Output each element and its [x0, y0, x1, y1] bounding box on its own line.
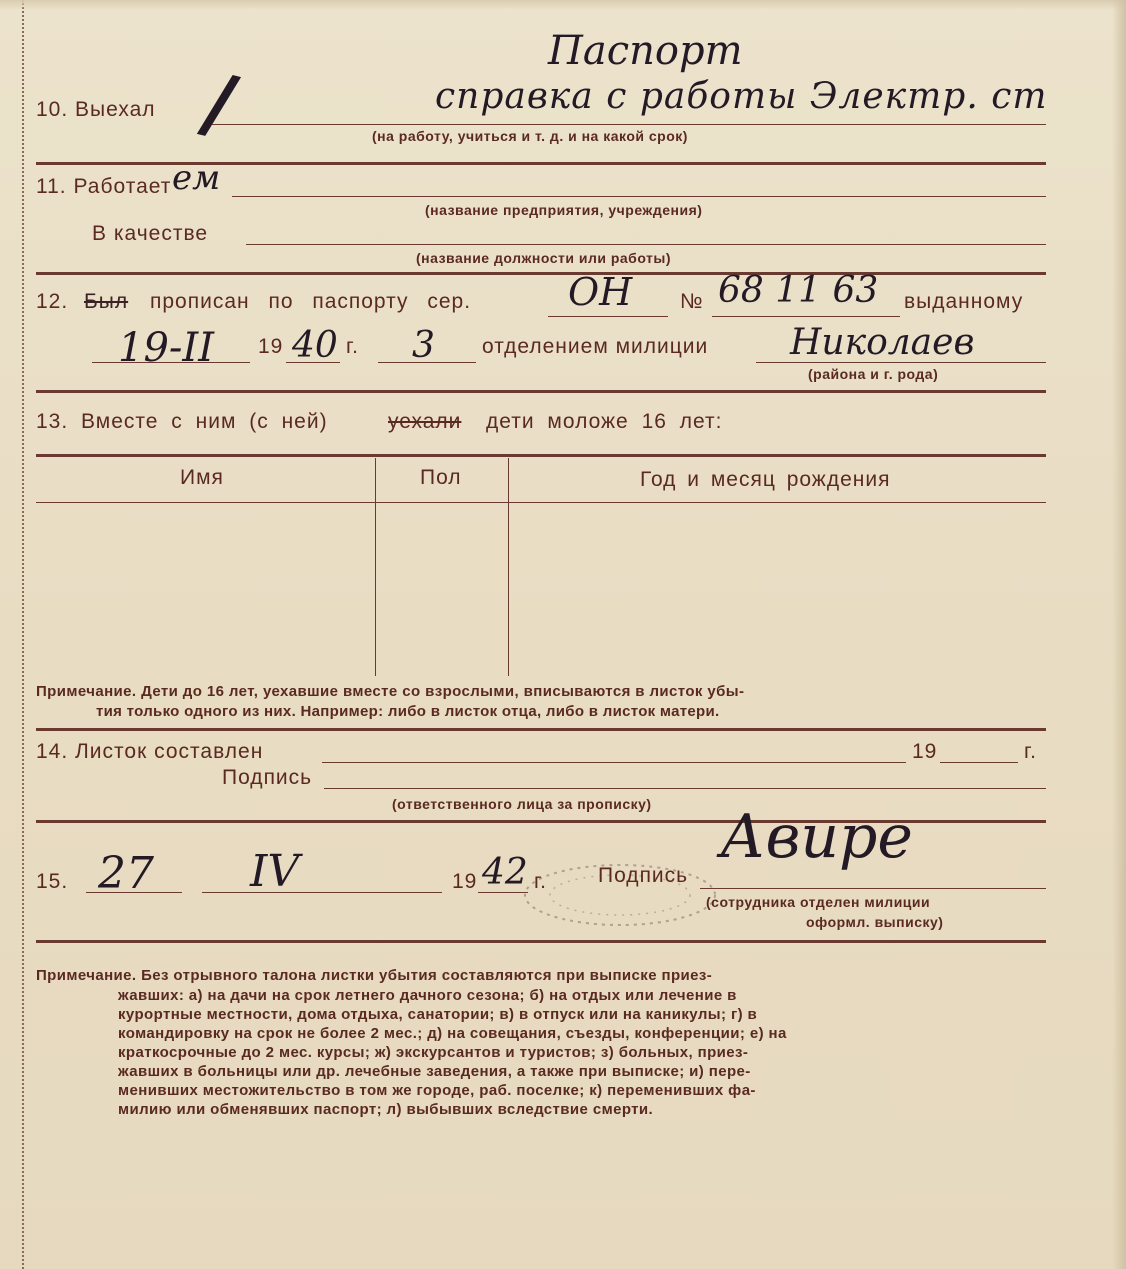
handwritten-issue-day: 19-II	[118, 325, 215, 371]
field-15-caption-1: (сотрудника отделен милиции	[706, 894, 931, 910]
field-10-label: 10. Выехал	[36, 98, 156, 121]
field-15-year-prefix: 19	[452, 870, 478, 893]
paper-edge-right	[1112, 0, 1126, 1269]
handwritten-city: Николаев	[790, 322, 975, 363]
field-12-office-text: отделением милиции	[482, 335, 709, 358]
handwritten-dash-10: /	[194, 53, 246, 153]
note-2-head: Примечание.	[36, 967, 137, 984]
field-12-issued: выданному	[904, 290, 1024, 313]
handwritten-departure-reason: справка с работы Электр. ст	[435, 76, 1048, 117]
field-12-no: №	[680, 290, 704, 313]
field-15-signature-label: Подпись	[598, 864, 689, 887]
field-11-label: 11. Работает	[36, 175, 172, 198]
field-15-label: 15.	[36, 870, 69, 893]
field-13-label-end: дети моложе 16 лет:	[486, 410, 723, 433]
field-15-g: г.	[534, 870, 547, 893]
field-12-office-line	[378, 362, 476, 363]
field-12-caption: (района и г. рода)	[808, 366, 939, 382]
field-13-crossed: уехали	[388, 410, 462, 433]
handwritten-month: IV	[250, 846, 300, 897]
field-11-role-label: В качестве	[92, 222, 209, 245]
field-12-city-line	[756, 362, 1046, 363]
handwritten-office-number: 3	[412, 325, 435, 366]
divider-12	[36, 390, 1046, 393]
note-1-text-2: тия только одного из них. Например: либо в листок отца, либо в листок матери.	[96, 703, 720, 720]
field-12-num: 12.	[36, 290, 69, 313]
handwritten-issue-year: 40	[292, 325, 338, 366]
field-15-signature-line	[700, 888, 1046, 889]
handwritten-officer-signature: Авире	[720, 802, 913, 872]
handwritten-day: 27	[98, 848, 154, 899]
children-table-header-line	[36, 502, 1046, 503]
field-11-role-line	[246, 244, 1046, 245]
field-12-g: г.	[346, 335, 359, 358]
field-10-caption: (на работу, учиться и т. д. и на какой срок)	[372, 128, 688, 144]
field-14-label: 14. Листок составлен	[36, 740, 264, 763]
children-table-header-birth: Год и месяц рождения	[640, 468, 891, 491]
note-1	[36, 682, 1046, 701]
note-1-text: Дети до 16 лет, уехавшие вместе со взрослыми, вписываются в листок убы-	[141, 683, 745, 700]
field-12-year-prefix: 19	[258, 335, 284, 358]
field-12-text: прописан по паспорту сер.	[150, 290, 472, 313]
children-table-col-2	[508, 458, 509, 676]
divider-13	[36, 728, 1046, 731]
field-11-caption-org: (название предприятия, учреждения)	[425, 202, 703, 218]
children-table-top	[36, 454, 1046, 457]
field-14-year: 19	[912, 740, 938, 763]
note-2-line: милию или обменявших паспорт; л) выбывших вследствие смерти.	[118, 1101, 654, 1118]
children-table-header-sex: Пол	[420, 466, 462, 489]
handwritten-passport-number: 68 11 63	[718, 270, 879, 311]
perforation-edge	[0, 0, 24, 1269]
field-11-line	[232, 196, 1046, 197]
handwritten-year: 42	[482, 852, 528, 893]
children-table-col-1	[375, 458, 376, 676]
field-14-date-line	[322, 762, 906, 763]
field-14-caption: (ответственного лица за прописку)	[392, 796, 652, 812]
note-2-line: курортные местности, дома отдыха, санатории; в) в отпуск или на каникулы; г) в	[118, 1006, 758, 1023]
field-14-g: г.	[1024, 740, 1037, 763]
field-15-month-line	[202, 892, 442, 893]
field-13-label: 13. Вместе с ним (с ней)	[36, 410, 328, 433]
handwritten-passport: Паспорт	[548, 28, 743, 74]
divider-11	[36, 272, 1046, 275]
handwritten-passport-series: ОН	[568, 270, 633, 314]
note-2-line: жавших: а) на дачи на срок летнего дачного сезона; б) на отдых или лечение в	[118, 987, 737, 1004]
children-table-header-name: Имя	[180, 466, 224, 489]
field-14-signature-label: Подпись	[222, 766, 313, 789]
note-2-line: жавших в больницы или др. лечебные заведения, а также при выписке; и) пере-	[118, 1063, 751, 1080]
note-2-body	[118, 986, 1048, 1119]
field-14-year-line	[940, 762, 1018, 763]
note-2-line: менивших местожительство в том же городе, раб. поселке; к) переменивших фа-	[118, 1082, 756, 1099]
field-12-series-line	[548, 316, 668, 317]
field-11-caption-role: (название должности или работы)	[416, 250, 672, 266]
field-15-caption-2: оформл. выписку)	[806, 914, 944, 930]
field-12-number-line	[712, 316, 900, 317]
field-15-day-line	[86, 892, 182, 893]
note-2-line: командировку на срок не более 2 мес.; д) на совещания, съезды, конференции; е) на	[118, 1025, 787, 1042]
handwritten-work: ем	[172, 158, 221, 198]
field-12-crossed: Был	[84, 290, 129, 313]
paper-edge-top	[0, 0, 1126, 10]
field-14-signature-line	[324, 788, 1046, 789]
field-12-day-line	[92, 362, 250, 363]
note-1-head: Примечание.	[36, 683, 137, 700]
note-2-line-1: Без отрывного талона листки убытия составляются при выписке приез-	[141, 967, 713, 984]
field-12-year-line	[286, 362, 340, 363]
divider-15	[36, 940, 1046, 943]
note-2	[36, 966, 1046, 985]
note-2-line: краткосрочные до 2 мес. курсы; ж) экскурсантов и туристов; з) больных, приез-	[118, 1044, 749, 1061]
field-10-line	[212, 124, 1046, 125]
